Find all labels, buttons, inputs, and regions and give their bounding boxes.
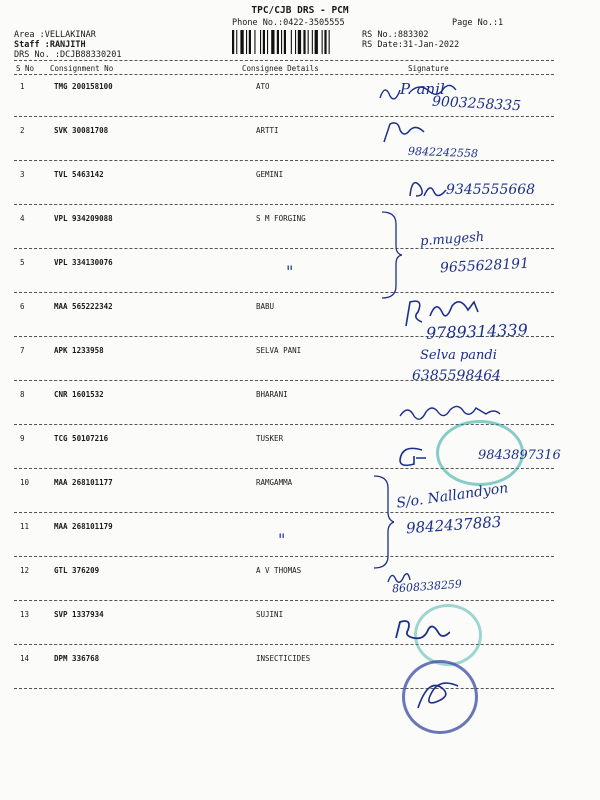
row-divider bbox=[14, 512, 554, 513]
row-7-consignment: APK 1233958 bbox=[54, 346, 104, 355]
row-13-sno: 13 bbox=[20, 610, 30, 619]
row-divider bbox=[14, 248, 554, 249]
column-sno: S No bbox=[16, 64, 35, 73]
drs-number: DRS No. :DCJB88330201 bbox=[14, 50, 122, 60]
barcode bbox=[230, 30, 360, 54]
row-divider bbox=[14, 116, 554, 117]
row-3-sno: 3 bbox=[20, 170, 25, 179]
phone-number: Phone No.:0422-3505555 bbox=[232, 18, 345, 28]
signature-1-phone: 9003258335 bbox=[431, 93, 522, 115]
row-8-consignment: CNR 1601532 bbox=[54, 390, 104, 399]
ditto-mark-row-11: " bbox=[278, 530, 286, 549]
row-3-consignment: TVL 5463142 bbox=[54, 170, 104, 179]
row-4-consignment: VPL 934209088 bbox=[54, 214, 113, 223]
staff-label: Staff :RANJITH bbox=[14, 40, 86, 50]
row-8-consignee: BHARANI bbox=[256, 390, 288, 399]
rs-date: RS Date:31-Jan-2022 bbox=[362, 40, 460, 50]
area-label: Area :VELLAKINAR bbox=[14, 30, 96, 40]
signature-3-phone: 9345555668 bbox=[446, 182, 536, 198]
row-divider bbox=[14, 204, 554, 205]
row-2-consignment: SVK 30081708 bbox=[54, 126, 109, 135]
row-2-sno: 2 bbox=[20, 126, 25, 135]
header-divider bbox=[14, 60, 554, 61]
signature-14-scribble bbox=[410, 672, 466, 716]
document-title: TPC/CJB DRS - PCM bbox=[251, 5, 349, 16]
row-divider bbox=[14, 600, 554, 601]
row-4-consignee: S M FORGING bbox=[256, 214, 306, 223]
row-1-consignment: TMG 200158100 bbox=[54, 82, 113, 91]
ditto-mark-row-5: " bbox=[286, 262, 294, 281]
row-5-sno: 5 bbox=[20, 258, 25, 267]
row-14-consignee: INSECTICIDES bbox=[256, 654, 311, 663]
row-1-consignee: ATO bbox=[256, 82, 270, 91]
signature-4-phone: 9655628191 bbox=[439, 255, 530, 277]
row-1-sno: 1 bbox=[20, 82, 25, 91]
row-9-consignment: TCG 50107216 bbox=[54, 434, 109, 443]
row-5-consignment: VPL 334130076 bbox=[54, 258, 113, 267]
row-11-sno: 11 bbox=[20, 522, 30, 531]
row-divider bbox=[14, 292, 554, 293]
signature-7-name: Selva pandi bbox=[420, 348, 497, 363]
rs-number: RS No.:883302 bbox=[362, 30, 429, 40]
column-consignment: Consignment No bbox=[50, 64, 114, 73]
row-4-sno: 4 bbox=[20, 214, 25, 223]
signature-12-phone: 8608338259 bbox=[391, 577, 463, 596]
column-signature: Signature bbox=[408, 64, 449, 73]
column-consignee: Consignee Details bbox=[242, 64, 319, 73]
signature-1-name: P. anil bbox=[400, 80, 445, 98]
row-3-consignee: GEMINI bbox=[256, 170, 284, 179]
row-divider bbox=[14, 556, 554, 557]
row-14-sno: 14 bbox=[20, 654, 30, 663]
row-10-consignment: MAA 268101177 bbox=[54, 478, 113, 487]
row-8-sno: 8 bbox=[20, 390, 25, 399]
row-12-sno: 12 bbox=[20, 566, 30, 575]
brace-rows-4-5 bbox=[378, 210, 402, 300]
row-6-consignment: MAA 565222342 bbox=[54, 302, 113, 311]
signature-8-scribble bbox=[396, 400, 526, 424]
row-2-consignee: ARTTI bbox=[256, 126, 279, 135]
row-12-consignment: GTL 376209 bbox=[54, 566, 100, 575]
row-9-sno: 9 bbox=[20, 434, 25, 443]
row-10-sno: 10 bbox=[20, 478, 30, 487]
signature-7-phone: 6385598464 bbox=[412, 368, 502, 384]
signature-13-scribble bbox=[390, 616, 450, 644]
row-14-consignment: DPM 336768 bbox=[54, 654, 100, 663]
page-number: Page No.:1 bbox=[452, 18, 504, 28]
signature-6-phone: 9789314339 bbox=[425, 320, 529, 343]
signature-10-phone: 9842437883 bbox=[405, 512, 502, 538]
row-10-consignee: RAMGAMMA bbox=[256, 478, 293, 487]
signature-4-name: p.mugesh bbox=[419, 229, 485, 250]
signature-3-scribble bbox=[404, 172, 450, 202]
row-7-sno: 7 bbox=[20, 346, 25, 355]
signature-2-phone: 9842242558 bbox=[407, 144, 479, 161]
row-divider bbox=[14, 160, 554, 161]
row-12-consignee: A V THOMAS bbox=[256, 566, 302, 575]
row-13-consignee: SUJINI bbox=[256, 610, 284, 619]
row-13-consignment: SVP 1337934 bbox=[54, 610, 104, 619]
row-6-consignee: BABU bbox=[256, 302, 275, 311]
row-9-consignee: TUSKER bbox=[256, 434, 284, 443]
signature-2-scribble bbox=[380, 118, 440, 146]
row-7-consignee: SELVA PANI bbox=[256, 346, 302, 355]
signature-9-phone: 9843897316 bbox=[478, 448, 561, 463]
signature-10-name: S/o. Nallandyon bbox=[395, 480, 510, 512]
row-11-consignment: MAA 268101179 bbox=[54, 522, 113, 531]
signature-9-scribble bbox=[392, 444, 432, 472]
row-6-sno: 6 bbox=[20, 302, 25, 311]
column-divider bbox=[14, 74, 554, 75]
brace-rows-10-11 bbox=[370, 474, 394, 570]
